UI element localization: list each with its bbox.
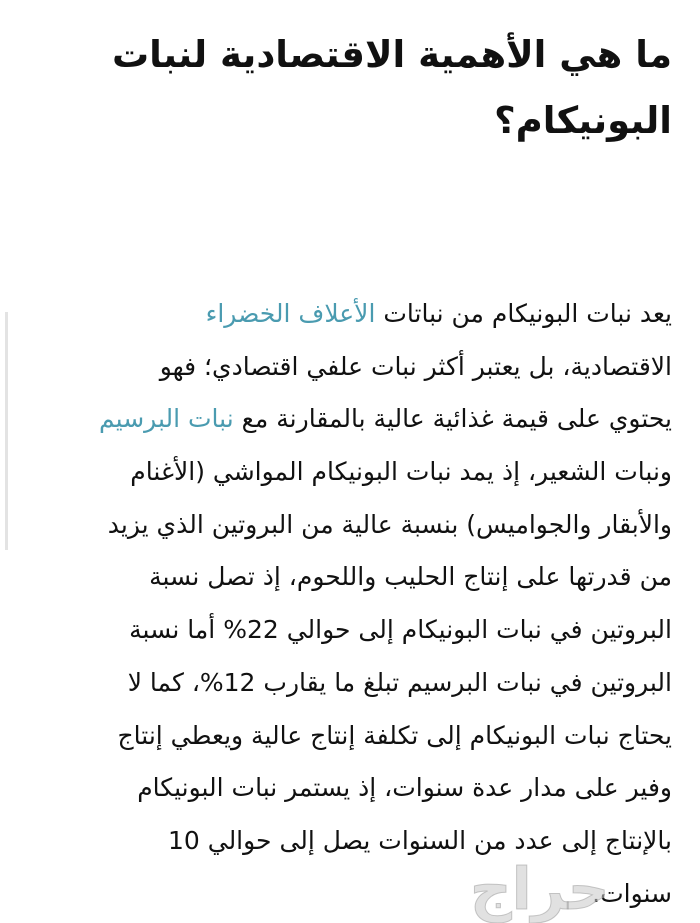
paragraph-line: من قدرتها على إنتاج الحليب واللحوم، إذ تصل نسبة	[149, 562, 672, 592]
paragraph-line: ونبات الشعير، إذ يمد نبات البونيكام المواشي (الأغنام	[130, 457, 672, 487]
title-line: ما هي الأهمية الاقتصادية لنبات	[111, 33, 672, 76]
paragraph-line: يحتاج نبات البونيكام إلى تكلفة إنتاج عالية ويعطي إنتاج	[117, 720, 672, 750]
scroll-indicator	[5, 312, 8, 550]
paragraph-line: وفير على مدار عدة سنوات، إذ يستمر نبات البونيكام	[137, 773, 672, 803]
text: يعد نبات البونيكام من نباتات	[375, 299, 672, 328]
paragraph-line: البروتين في نبات البرسيم تبلغ ما يقارب 12%، كما لا	[127, 667, 672, 697]
paragraph-line	[10, 288, 672, 341]
article-title	[10, 22, 672, 154]
paragraph-line: سنوات.	[592, 878, 672, 908]
paragraph-line	[10, 393, 672, 446]
link-alfalfa-plant[interactable]: نبات البرسيم	[99, 404, 234, 434]
haraj-watermark: حراج	[470, 855, 610, 923]
paragraph-line: البروتين في نبات البونيكام إلى حوالي 22% أما نسبة	[129, 615, 672, 645]
text: يحتوي على قيمة غذائية عالية بالمقارنة مع	[233, 404, 672, 434]
link-green-fodder[interactable]: الأعلاف الخضراء	[205, 299, 376, 328]
paragraph-line: الاقتصادية، بل يعتبر أكثر نبات علفي اقتصادي؛ فهو	[159, 351, 672, 381]
paragraph-line: والأبقار والجواميس) بنسبة عالية من البروتين الذي يزيد	[107, 509, 672, 539]
article-paragraph	[10, 288, 672, 920]
title-line: البونيكام؟	[494, 99, 672, 142]
paragraph-line: بالإنتاج إلى عدد من السنوات يصل إلى حوالي 10	[167, 825, 672, 855]
